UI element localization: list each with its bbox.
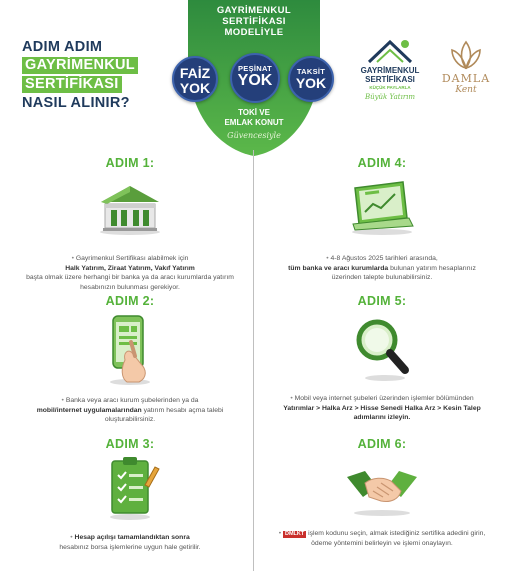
gs-logo-sub: KÜÇÜK PAYLARLA [369, 85, 411, 90]
gs-logo-script: Büyük Yatırım [364, 93, 416, 101]
badge-script: Güvencesiyle [227, 131, 281, 140]
step-2-bold: mobil/internet uygulamalarından [36, 406, 142, 414]
laptop-chart-icon [345, 178, 419, 236]
step-3-post: hesabınız borsa işlemlerine uygun hale getirilir. [59, 543, 201, 551]
damla-kent-logo [434, 40, 498, 112]
step-1-bold: Halk Yatırım, Ziraat Yatırım, Vakıf Yatırım [65, 264, 195, 272]
step-5-pre: Mobil veya internet şubeleri üzerinden işlemler bölümünden [294, 395, 474, 402]
bubble-taksit-yok: YOK [295, 75, 327, 91]
step-5-title: ADIM 5: [357, 294, 407, 308]
title-line-3: SERTİFİKASI [22, 76, 122, 93]
title-line-1: ADIM ADIM [22, 39, 103, 55]
step-2-post: yatırım hesabı açma talebi oluşturabilirsiniz. [104, 406, 224, 424]
step-5: ADIM 5: • Mobil veya internet şubeleri üzerinden işlemler bölümünden Yatırımlar > Halka Arz > Hisse Senedi Halka Arz > Kesin Talep adımlarını izleyin. [277, 294, 487, 423]
title-line-4: NASIL ALINIR? [22, 95, 130, 111]
step-2: ADIM 2: • Banka veya aracı kurum şubelerinden ya da mobil/internet uygulamalarından yatırım hesabı açma talebi oluşturabilirsiniz. [25, 294, 235, 425]
magnifier-icon [347, 314, 417, 382]
step-2-title: ADIM 2: [105, 294, 155, 308]
badge-heading-1: GAYRİMENKUL [216, 5, 292, 16]
step-4-title: ADIM 4: [357, 156, 407, 170]
bubble-faiz-yok: YOK [179, 80, 211, 96]
step-2-pre: Banka veya aracı kurum şubelerinden ya da [65, 397, 199, 404]
step-1: ADIM 1: • Gayrimenkul Sertifikası alabilmek için Halk Yatırım, Ziraat Yatırım, Vakıf Yatırım başta olmak üzere herhangi bir banka ya da aracı kurumlarda yatırım hesabınızın bulunması gerekiyor. [26, 156, 234, 291]
step-1-pre: Gayrimenkul Sertifikası alabilmek için [75, 255, 189, 262]
step-6-post: işlem kodunu seçin, almak istediğiniz sertifika adedini girin, ödeme yöntemini belirleyin ve işlemi onaylayın. [308, 530, 486, 547]
title-line-2: GAYRİMENKUL [22, 57, 138, 74]
page-title [22, 38, 162, 112]
badge-footer [168, 108, 340, 128]
gayrimenkul-sertifikasi-logo [352, 36, 428, 116]
damla-name: DAMLA [441, 72, 491, 85]
clipboard-icon [95, 455, 165, 521]
bubble-faiz [172, 56, 218, 102]
bubble-faiz-word: FAİZ [179, 65, 211, 81]
bubble-taksit [288, 56, 334, 102]
handshake-icon [343, 457, 421, 517]
step-1-title: ADIM 1: [105, 156, 155, 170]
step-4: ADIM 4: • 4-8 Ağustos 2025 tarihleri arasında, tüm banka ve aracı kurumlarda bulunan yatırım hesaplarınız üzerinden talepte bulunabilirsiniz. [277, 156, 487, 283]
step-3: ADIM 3: • Hesap açılışı tamamlandıktan sonra hesabınız borsa işlemlerine uygun hale getirilir. [25, 437, 235, 552]
step-6: ADIM 6: • DMLKT işlem kodunu seçin, almak istediğiniz sertifika adedini girin, ödeme yöntemini belirleyin ve işlemi onaylayın. [278, 437, 486, 547]
badge-footer-2: EMLAK KONUT [224, 118, 284, 127]
step-5-bold2: adımlarını izleyin. [353, 414, 411, 422]
step-3-title: ADIM 3: [105, 437, 155, 451]
dmlkt-code-badge: DMLKT [284, 531, 305, 537]
step-6-title: ADIM 6: [357, 437, 407, 451]
badge-heading-3: MODELİYLE [224, 27, 284, 38]
bank-building-icon [95, 178, 165, 236]
gs-logo-line-1: GAYRİMENKUL [360, 66, 420, 75]
step-4-post: bulunan yatırım hesaplarınız üzerinden talepte bulunabilirsiniz. [331, 264, 476, 282]
badge-heading-2: SERTİFİKASI [222, 16, 286, 27]
bubble-pesinat-yok: YOK [237, 72, 273, 89]
bubble-pesinat-word: PEŞİNAT [237, 64, 273, 73]
bubble-pesinat [230, 53, 280, 103]
center-divider [253, 150, 254, 571]
step-3-bold: Hesap açılışı tamamlandıktan sonra [74, 534, 190, 541]
lotus-logo-icon [446, 40, 486, 70]
step-1-post: başta olmak üzere herhangi bir banka ya da aracı kurumlarda yatırım hesabınızın bulunması gerekiyor. [26, 274, 234, 291]
gs-logo-line-2: SERTİFİKASI [365, 75, 415, 84]
promo-badge [168, 0, 340, 156]
bubble-taksit-word: TAKSİT [296, 67, 326, 76]
step-5-bold: Yatırımlar > Halka Arz > Hisse Senedi Halka Arz > Kesin Talep [283, 404, 481, 412]
step-4-pre: 4-8 Ağustos 2025 tarihleri arasında, [330, 255, 438, 262]
badge-footer-1: TOKİ VE [238, 108, 270, 117]
damla-sub: Kent [455, 85, 477, 95]
house-logo-icon [365, 38, 415, 66]
phone-hand-icon [95, 312, 165, 386]
step-4-bold: tüm banka ve aracı kurumlarda [288, 264, 389, 272]
badge-heading [168, 5, 340, 38]
